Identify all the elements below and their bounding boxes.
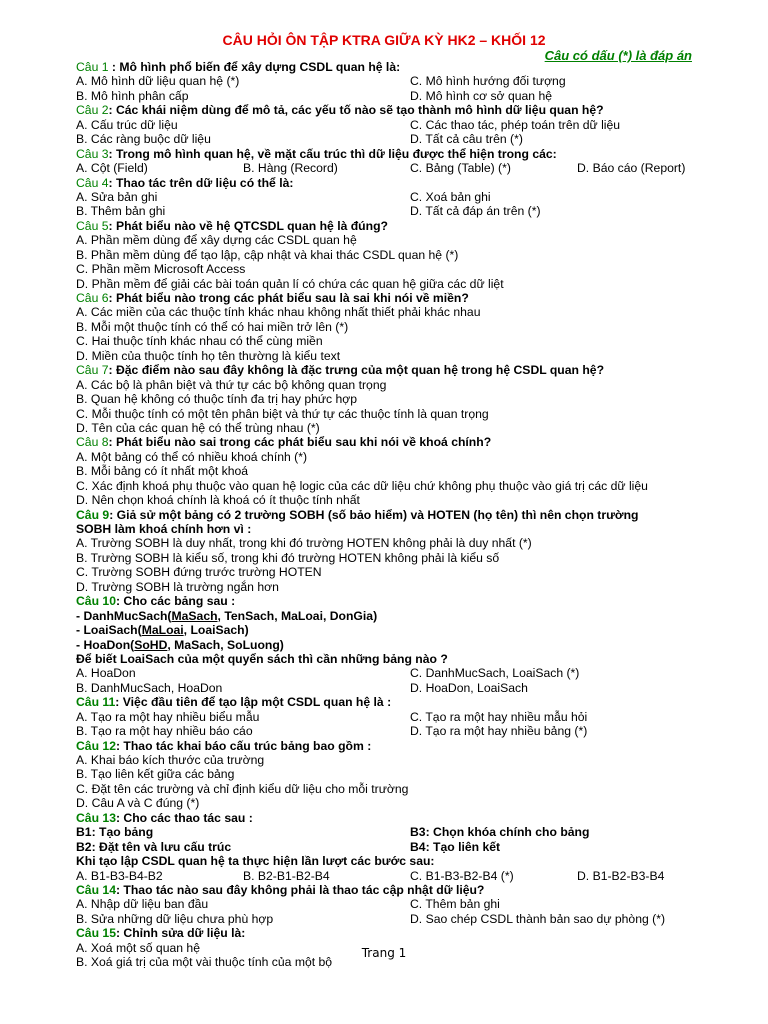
step-2: B2: Đặt tên và lưu cấu trúc [76, 839, 232, 854]
option-a: A. Mô hình dữ liệu quan hệ (*) [76, 74, 240, 89]
option-d: D. Nên chọn khoá chính là khoá có ít thuộc tính nhất [76, 493, 360, 508]
option-c: C. Đặt tên các trường và chỉ định kiểu dữ liệu cho mỗi trường [76, 781, 409, 796]
question-3: Câu 3: Trong mô hình quan hệ, về mặt cấu trúc thì dữ liệu được thể hiện trong các: [76, 146, 557, 161]
options-row [76, 869, 716, 883]
option-c: C. Bảng (Table) (*) [410, 161, 511, 176]
table-hoadon: - HoaDon(SoHD, MaSach, SoLuong) [76, 637, 284, 652]
question-13-ask: Khi tạo lập CSDL quan hệ ta thực hiện lần lượt các bước sau: [76, 854, 435, 869]
steps-row [76, 840, 716, 854]
table-danhmucsach: - DanhMucSach(MaSach, TenSach, MaLoai, DonGia) [76, 608, 378, 623]
option-b: B. Thêm bản ghi [76, 204, 166, 219]
answer-note: Câu có dấu (*) là đáp án [544, 48, 692, 63]
option-a: A. Các miền của các thuộc tính khác nhau không nhất thiết phải khác nhau [76, 305, 481, 320]
option-c: C. Mỗi thuộc tính có một tên phân biệt và thứ tự các thuộc tính là quan trọng [76, 406, 489, 421]
options-row [76, 204, 716, 218]
option-a: A. Các bộ là phân biệt và thứ tự các bộ không quan trọng [76, 377, 387, 392]
options-row [76, 681, 716, 695]
option-d: D. Phần mềm để giải các bài toán quản lí có chứa các quan hệ giữa các dữ liệt [76, 276, 504, 291]
option-b: B. Mỗi bảng có ít nhất một khoá [76, 464, 249, 479]
option-d: D. B1-B2-B3-B4 [577, 868, 665, 883]
option-c: C. Các thao tác, phép toán trên dữ liệu [410, 117, 621, 132]
option-d: D. Câu A và C đúng (*) [76, 796, 200, 811]
primary-key: MaSach [171, 608, 218, 623]
options-row [76, 74, 716, 88]
option-c: C. Hai thuộc tính khác nhau có thể cùng miền [76, 334, 323, 349]
option-d: D. Tất cả câu trên (*) [410, 132, 523, 147]
question-14: Câu 14: Thao tác nào sau đây không phải là thao tác cập nhật dữ liệu? [76, 882, 485, 897]
option-a: A. Sửa bản ghi [76, 189, 158, 204]
question-12: Câu 12: Thao tác khai báo cấu trúc bảng bao gồm : [76, 738, 372, 753]
option-b: B. Mỗi một thuộc tính có thể có hai miền trở lên (*) [76, 319, 349, 334]
option-b: B. Mô hình phân cấp [76, 88, 189, 103]
options-row [76, 912, 716, 926]
question-10: Câu 10: Cho các bảng sau : [76, 594, 236, 609]
option-d: D. Tạo ra một hay nhiều bảng (*) [410, 724, 588, 739]
option-a: A. Cấu trúc dữ liệu [76, 117, 178, 132]
options-row [76, 724, 716, 738]
option-b: B. B2-B1-B2-B4 [243, 868, 330, 883]
step-4: B4: Tạo liên kết [410, 839, 501, 854]
question-5: Câu 5: Phát biểu nào về hệ QTCSDL quan hệ là đúng? [76, 218, 388, 233]
option-d: D. Miền của thuộc tính họ tên thường là kiểu text [76, 348, 341, 363]
options-row [76, 118, 716, 132]
question-8: Câu 8: Phát biểu nào sai trong các phát biểu sau khi nói về khoá chính? [76, 435, 492, 450]
option-b: B. Trường SOBH là kiểu số, trong khi đó trường HOTEN không phải là kiểu số [76, 550, 500, 565]
option-c: C. DanhMucSach, LoaiSach (*) [410, 666, 580, 681]
option-c: C. Xác định khoá phụ thuộc vào quan hệ logic của các dữ liệu chứ không phụ thuộc vào giá trị các dữ liệu [76, 478, 648, 493]
option-c: C. Trường SOBH đứng trước trường HOTEN [76, 565, 322, 580]
option-a: A. Cột (Field) [76, 161, 148, 176]
option-a: A. Phần mềm dùng để xây dựng các CSDL quan hệ [76, 233, 357, 248]
step-3: B3: Chọn khóa chính cho bảng [410, 825, 590, 840]
question-list [76, 60, 716, 970]
question-9: Câu 9: Giả sử một bảng có 2 trường SOBH (số bảo hiểm) và HOTEN (họ tên) thì nên chọn trường [76, 507, 639, 522]
options-row [76, 132, 716, 146]
options-row [76, 89, 716, 103]
option-a: A. Tạo ra một hay nhiều biểu mẫu [76, 709, 260, 724]
options-row [76, 666, 716, 680]
option-d: D. Mô hình cơ sở quan hệ [410, 88, 552, 103]
option-b: B. Quan hệ không có thuộc tính đa trị hay phức hợp [76, 392, 358, 407]
option-d: D. Báo cáo (Report) [577, 161, 686, 176]
primary-key: MaLoai [141, 623, 184, 638]
option-b: B. Hàng (Record) [243, 161, 338, 176]
option-a: A. Nhập dữ liệu ban đầu [76, 897, 209, 912]
question-6: Câu 6: Phát biểu nào trong các phát biểu sau là sai khi nói về miền? [76, 291, 469, 305]
options-row [76, 710, 716, 724]
option-b: B. DanhMucSach, HoaDon [76, 680, 223, 695]
option-c: C. B1-B3-B2-B4 (*) [410, 868, 514, 883]
option-b: B. Các ràng buộc dữ liệu [76, 132, 211, 147]
option-b: B. Phần mềm dùng để tạo lập, cập nhật và khai thác CSDL quan hệ (*) [76, 247, 459, 262]
option-a: A. Trường SOBH là duy nhất, trong khi đó trường HOTEN không phải là duy nhất (*) [76, 536, 532, 551]
option-c: C. Phần mềm Microsoft Access [76, 262, 246, 277]
option-a: A. HoaDon [76, 666, 136, 681]
question-11: Câu 11: Việc đầu tiên để tạo lập một CSDL quan hệ là : [76, 695, 392, 710]
question-1: Câu 1 : Mô hình phổ biến để xây dựng CSDL quan hệ là: [76, 60, 401, 74]
option-a: A. Một bảng có thể có nhiều khoá chính (*) [76, 449, 308, 464]
question-10-ask: Để biết LoaiSach của một quyển sách thì cần những bảng nào ? [76, 651, 448, 666]
option-a: A. Xoá một số quan hệ [76, 940, 200, 955]
question-15: Câu 15: Chỉnh sửa dữ liệu là: [76, 926, 246, 941]
option-b: B. Tạo liên kết giữa các bảng [76, 767, 235, 782]
option-a: A. Khai báo kích thước của trường [76, 753, 265, 767]
document-title: CÂU HỎI ÔN TẬP KTRA GIỮA KỲ HK2 – KHỐI 12 [222, 32, 546, 48]
option-d: D. HoaDon, LoaiSach [410, 680, 528, 695]
options-row [76, 161, 716, 175]
question-2: Câu 2: Các khái niệm dùng để mô tả, các yếu tố nào sẽ tạo thành mô hình dữ liệu quan hệ? [76, 103, 604, 118]
option-a: A. B1-B3-B4-B2 [76, 868, 163, 883]
option-d: D. Sao chép CSDL thành bản sao dự phòng (*) [410, 911, 666, 926]
question-7: Câu 7: Đặc điểm nào sau đây không là đặc trưng của một quan hệ trong hệ CSDL quan hệ? [76, 363, 605, 378]
option-b: B. Sửa những dữ liệu chưa phù hợp [76, 911, 274, 926]
primary-key: SoHD [134, 637, 168, 652]
option-b: B. Tạo ra một hay nhiều báo cáo [76, 724, 253, 739]
option-c: C. Xoá bản ghi [410, 189, 491, 204]
options-row [76, 190, 716, 204]
page-number: Trang 1 [361, 946, 407, 960]
step-1: B1: Tạo bảng [76, 825, 154, 840]
option-c: C. Tạo ra một hay nhiều mẫu hỏi [410, 709, 588, 724]
question-13: Câu 13: Cho các thao tác sau : [76, 810, 253, 825]
question-4: Câu 4: Thao tác trên dữ liệu có thể là: [76, 175, 294, 190]
option-d: D. Trường SOBH là trường ngắn hơn [76, 579, 279, 594]
question-9-continued: SOBH làm khoá chính hơn vì : [76, 522, 252, 536]
steps-row [76, 825, 716, 839]
option-c: C. Thêm bản ghi [410, 897, 500, 912]
option-c: C. Mô hình hướng đối tượng [410, 74, 566, 89]
table-loaisach: - LoaiSach(MaLoai, LoaiSach) [76, 623, 249, 638]
option-b: B. Xoá giá trị của một vài thuộc tính của một bộ [76, 955, 333, 970]
options-row [76, 897, 716, 911]
option-d: D. Tên của các quan hệ có thể trùng nhau (*) [76, 420, 320, 435]
option-d: D. Tất cả đáp án trên (*) [410, 204, 541, 219]
